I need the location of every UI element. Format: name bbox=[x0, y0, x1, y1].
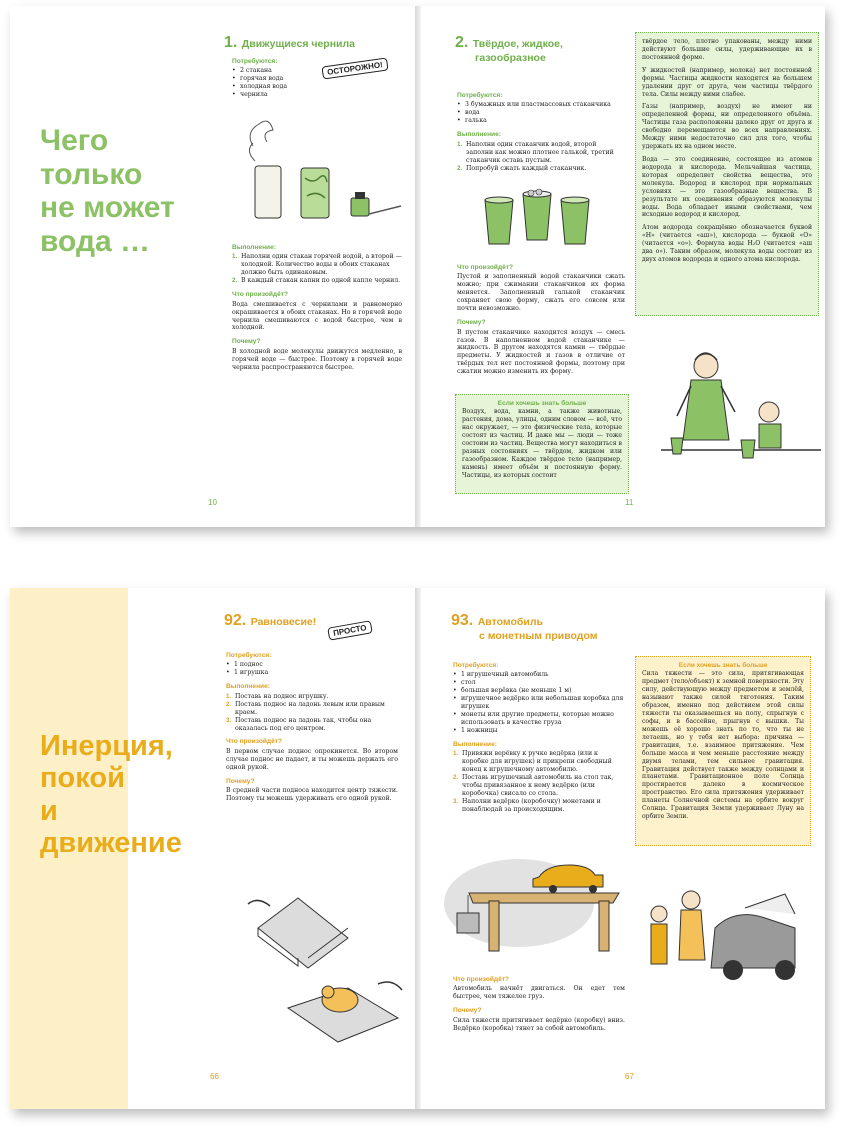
page-11 bbox=[421, 6, 825, 527]
tray-balance-illustration bbox=[228, 888, 408, 1048]
page-66 bbox=[10, 588, 415, 1109]
result-label: Что произойдёт? bbox=[457, 264, 514, 271]
list-item: • большая верёвка (не меньше 1 м) bbox=[453, 687, 625, 695]
requirements bbox=[457, 86, 625, 172]
paragraph: твёрдое тело, плотно упакованы, между ними действуют большие силы, удерживающие их в постоянной форме. bbox=[642, 38, 812, 61]
result-text: В первом случае поднос опрокинется. Во втором случае поднос не падает, и ты можешь держать его одной рукой. bbox=[226, 747, 398, 771]
reason-text: В холодной воде молекулы движутся медленно, в горячей воде — быстрее. Поэтому в горячей воде чернила распространяются быстрее. bbox=[232, 347, 402, 371]
learn-more-continued bbox=[635, 32, 819, 316]
procedure bbox=[232, 238, 402, 372]
list-item: Поставь на поднос игрушку. bbox=[235, 692, 329, 700]
requirements bbox=[232, 52, 322, 99]
list-item: Поставь поднос на ладонь левым или правым краем. bbox=[235, 700, 385, 716]
result-text: Автомобиль начнёт двигаться. Он едет тем быстрее, чем тяжелее груз. bbox=[453, 985, 625, 1001]
ink-glasses-illustration bbox=[235, 116, 405, 226]
list-item: Наполни один стаканчик водой, второй заполни как можно плотнее галькой, третий стаканчик оставь пустым. bbox=[466, 140, 614, 164]
page-number: 66 bbox=[210, 1072, 219, 1081]
requirements-label: Потребуются: bbox=[232, 58, 278, 65]
toy-car-table-illustration bbox=[449, 843, 629, 963]
list-item: • холодная вода bbox=[232, 83, 322, 91]
list-item: • вода bbox=[457, 109, 625, 117]
reason-text: В средней части подноса находится центр тяжести. Поэтому ты можешь удерживать его одной рукой. bbox=[226, 787, 398, 803]
title-line: покой bbox=[40, 762, 125, 795]
requirements-label: Потребуются: bbox=[226, 652, 272, 659]
page-number: 11 bbox=[625, 498, 634, 507]
learn-more-text: Воздух, вода, камни, а также животные, растения, дома, улицы, одним словом — всё, что нас окружает, — это физические тела, которые состоят из частиц. И даже мы — люди — тоже состоим из частиц. Вещества могут находиться в разных состояниях — твёрдом, жидком или газообразном. Каждое твёрдое тело (например, камень) имеет объём и постоянную форму. Частицы, из которых состоит bbox=[462, 408, 622, 479]
list-item: Поставь поднос на ладонь так, чтобы она оказалась под его центром. bbox=[235, 716, 372, 732]
experiment-title: Автомобиль bbox=[477, 616, 543, 628]
title-line: и bbox=[40, 794, 58, 827]
procedure-label: Выполнение: bbox=[226, 683, 270, 691]
spread-1 bbox=[10, 6, 825, 527]
list-item: • 2 стакана bbox=[232, 67, 322, 75]
reason-text: В пустом стаканчике находится воздух — смесь газов. В наполненном водой стаканчике — жидкость. В другом находятся камни — твёрдые предметы. У жидкостей и газов в отличие от твёрдых тел нет постоянной формы, поэтому при сжатии можно изменить их форму. bbox=[457, 328, 625, 376]
learn-more-text: Сила тяжести — это сила, притягивающая предмет (тело/объект) к земной поверхности. Эту силу, действующую между предметом и землёй, называют также силой тяготения. Таким образом, именно под действием этой силы тяжести ты оказываешься на полу, спрыгнув с софы, и в бассейне, прыгнув с вышки. Ты можешь её хорошо знать по то, что ты не летаешь, но у тебя нет выбора: причина — гравитация, т.е. взаимное притяжение. Чем больше масса и чем меньше расстояние между двумя телами, тем сильнее гравитация. Гравитация действует также между солнцами и планетами. Гравитационное поле Солнца простирается далеко в космическое пространство. Его сила притяжения удерживает планеты Солнечной системы на орбите вокруг Солнца. Гравитация Земли удерживает Луну на орбите Земли. bbox=[642, 670, 804, 821]
title-line: не может bbox=[40, 191, 175, 225]
learn-more-label: Если хочешь знать больше bbox=[497, 400, 587, 407]
difficulty-stamp: ПРОСТО bbox=[327, 620, 372, 640]
reason-label: Почему? bbox=[232, 338, 261, 346]
list-item: • 1 ножницы bbox=[453, 727, 625, 735]
procedure-label: Выполнение: bbox=[232, 244, 276, 251]
list-item: • горячая вода bbox=[232, 75, 322, 83]
title-line: движение bbox=[40, 827, 182, 860]
broken-car-illustration bbox=[635, 878, 815, 1008]
list-item: • монеты или другие предметы, которые можно использовать в качестве груза bbox=[453, 711, 625, 727]
learn-more-box bbox=[455, 394, 629, 494]
difficulty-stamp: ОСТОРОЖНО! bbox=[321, 57, 388, 79]
experiment-number: 2. bbox=[455, 34, 469, 51]
experiment-92-heading bbox=[224, 612, 316, 630]
experiment-number: 93. bbox=[451, 612, 474, 629]
result-text: Пустой и заполненный водой стаканчики сжать можно; при сжимании стаканчиков их форма меняется. Заполненный галькой стаканчик сохраняет свою форму, сжать его совсем или почти невозможно. bbox=[457, 273, 625, 313]
page-number: 10 bbox=[208, 498, 217, 507]
mother-child-illustration bbox=[651, 346, 821, 476]
paragraph: У жидкостей (например, молока) нет постоянной формы. Частицы жидкости находятся на большем удалении друг от друга, чем частицы твёрдого тела. Силы между ними слабее. bbox=[642, 66, 812, 98]
list-item: • стол bbox=[453, 679, 625, 687]
experiment-1-heading bbox=[224, 34, 355, 52]
list-item: • 3 бумажных или пластмассовых стаканчика bbox=[457, 101, 625, 109]
page-number: 67 bbox=[625, 1072, 634, 1081]
reason-label: Почему? bbox=[226, 777, 255, 785]
list-item: • галька bbox=[457, 117, 625, 125]
result-section bbox=[457, 258, 625, 376]
result-text: Вода смешивается с чернилами и равномерно окрашивается в обоих стаканах. Но в горячей воде чернила смешиваются с водой быстрее, чем в холодной. bbox=[232, 300, 402, 332]
reason-label: Почему? bbox=[457, 319, 486, 327]
title-line: вода … bbox=[40, 224, 151, 258]
list-item: Наполни один стакан горячей водой, а второй — холодной. Количество воды в обоих стаканах должно быть одинаковым. bbox=[241, 253, 402, 277]
experiment-title: Движущиеся чернила bbox=[241, 38, 356, 50]
cups-illustration bbox=[481, 186, 621, 256]
reason-text: Сила тяжести притягивает ведёрко (коробку) вниз. Ведёрко (коробка) тянет за собой автомобиль. bbox=[453, 1016, 625, 1032]
experiment-title-line-2: газообразное bbox=[475, 52, 546, 64]
experiment-title-line-2: с монетным приводом bbox=[479, 630, 598, 642]
title-line: Чего bbox=[40, 124, 109, 157]
learn-more-box bbox=[635, 656, 811, 846]
list-item: В каждый стакан капни по одной капле чернил. bbox=[241, 277, 401, 285]
experiment-93-heading bbox=[451, 612, 621, 642]
experiment-93-body bbox=[453, 656, 625, 814]
paragraph: Атом водорода сокращённо обозначается буквой «Н» (читается «аш»), кислорода — буквой «О» (читается «о»). Формула воды H₂O (читается «аш два о»). Таким образом, молекула воды состоит из двух атомов водорода и одного атома кислорода. bbox=[642, 224, 812, 264]
page-10 bbox=[10, 6, 415, 527]
list-item: • игрушечное ведёрко или небольшая коробка для игрушек bbox=[453, 695, 625, 711]
experiment-number: 92. bbox=[224, 612, 247, 629]
paragraph: Газы (например, воздух) не имеют ни определенной формы, ни определенного объёма. Частицы газа расположены далеко друг от друга и свободно перемещаются во всех направлениях. Между ними недостаточно сил для того, чтобы удержать их на одном месте. bbox=[642, 103, 812, 151]
list-item: • 1 игрушечный автомобиль bbox=[453, 671, 625, 679]
experiment-title: Равновесие! bbox=[250, 616, 317, 628]
experiment-title: Твёрдое, жидкое, bbox=[472, 38, 563, 50]
experiment-92-body bbox=[226, 646, 398, 803]
requirements-label: Потребуются: bbox=[457, 92, 503, 99]
requirements-label: Потребуются: bbox=[453, 662, 499, 669]
list-item: • 1 игрушка bbox=[226, 669, 398, 677]
list-item: Наполни ведёрко (коробочку) монетами и понаблюдай за происходящим. bbox=[462, 798, 601, 813]
procedure-label: Выполнение: bbox=[457, 131, 501, 139]
experiment-number: 1. bbox=[224, 34, 238, 51]
chapter-title-inertia bbox=[40, 730, 182, 860]
page-67 bbox=[421, 588, 825, 1109]
title-line: Инерция, bbox=[40, 730, 173, 762]
experiment-2-heading bbox=[455, 34, 625, 64]
procedure-label: Выполнение: bbox=[453, 740, 497, 748]
list-item: • чернила bbox=[232, 91, 322, 99]
list-item: Поставь игрушечный автомобиль на стол так, чтобы привязанное к нему ведёрко (или коробочка) свисало со стола. bbox=[462, 774, 614, 798]
result-label: Что произойдёт? bbox=[232, 291, 289, 299]
result-section bbox=[453, 970, 625, 1033]
list-item: Попробуй сжать каждый стаканчик. bbox=[466, 164, 587, 172]
list-item: Привяжи верёвку к ручке ведёрка (или к коробке для игрушек) и прикрепи свободный конец к игрушечному автомобилю. bbox=[462, 750, 612, 774]
reason-label: Почему? bbox=[453, 1007, 482, 1015]
learn-more-label: Если хочешь знать больше bbox=[678, 662, 768, 669]
chapter-title-water bbox=[40, 124, 175, 258]
title-line: только bbox=[40, 157, 143, 191]
spread-2 bbox=[10, 588, 825, 1109]
list-item: • 1 поднос bbox=[226, 661, 398, 669]
result-label: Что произойдёт? bbox=[226, 738, 283, 746]
paragraph: Вода — это соединение, состоящее из атомов водорода и кислорода. Мельчайшая частица, которая определяет свойства вещества, это молекула. Водород и кислород при нормальных условиях — это газообразные вещества. В результате их соединения образуются молекулы воды. Вода обладает иными свойствами, чем исходные водород и кислород. bbox=[642, 155, 812, 219]
result-label: Что произойдёт? bbox=[453, 976, 510, 983]
